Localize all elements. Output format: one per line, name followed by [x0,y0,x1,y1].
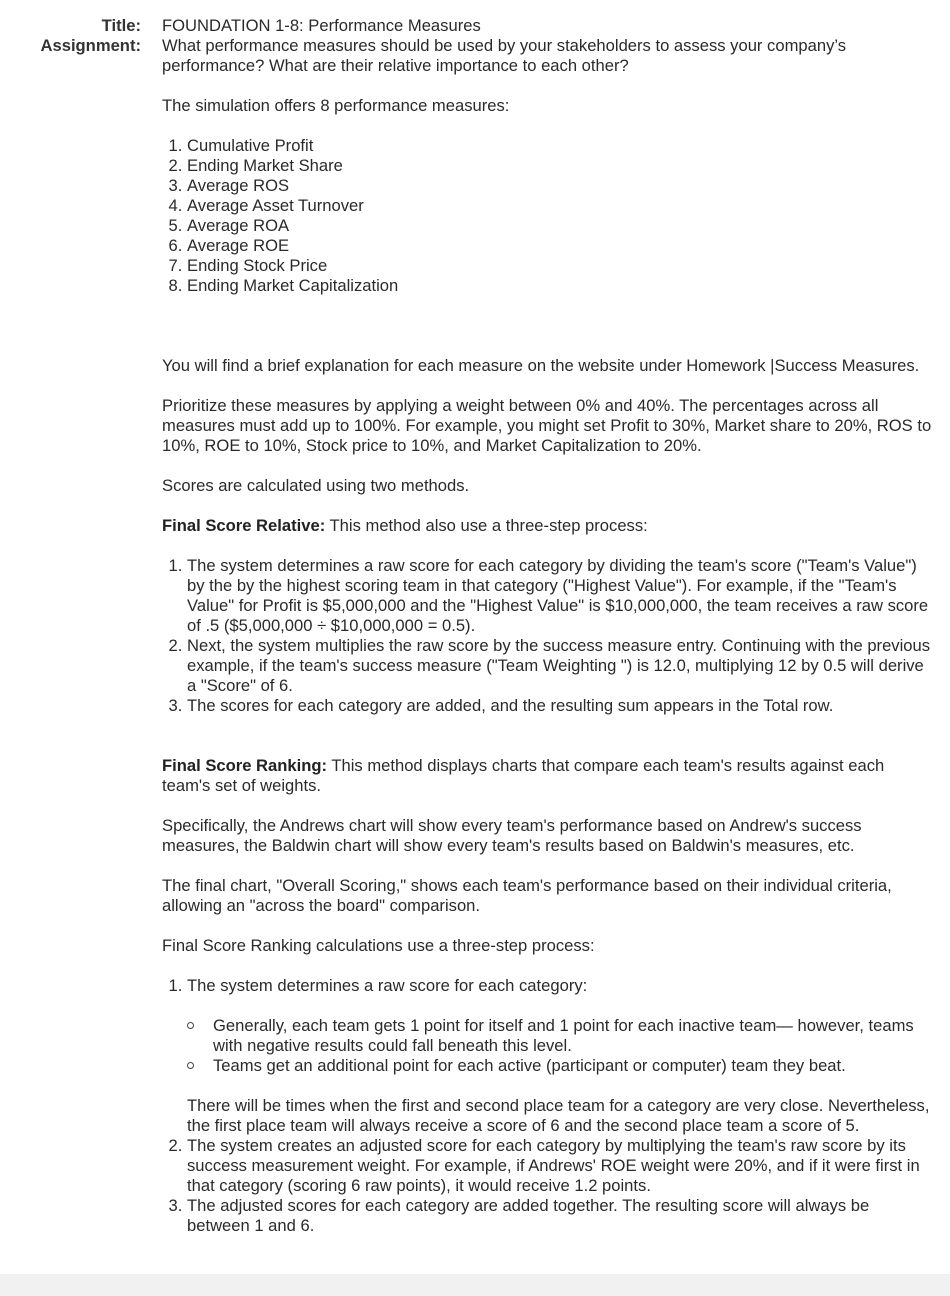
ranking-step: 2. The system creates an adjusted score for each category by multiplying the team's raw score by its success measurement weight. For example, if Andrews' ROE weight were 20%, and if it were first in that category (scoring 6 raw points), it would receive 1.2 points. [187,1136,934,1196]
measure-item: 4. Average Asset Turnover [187,196,934,216]
bottom-strip [0,1274,950,1296]
ranking-intro [162,756,934,796]
measure-item: 3. Average ROS [187,176,934,196]
relative-heading: Final Score Relative: [162,516,326,535]
spacer [162,736,934,756]
relative-step: 3. The scores for each category are added, and the resulting sum appears in the Total row. [187,696,934,716]
ranking-final-chart: The final chart, "Overall Scoring," shows each team's performance based on their individual criteria, allowing an "across the board" comparison. [162,876,892,915]
title-label: Title: [101,16,141,35]
relative-intro-text: This method also use a three-step process: [325,516,648,535]
spacer [162,316,934,356]
measure-item: 7. Ending Stock Price [187,256,934,276]
relative-intro [162,516,934,536]
ranking-step-text: The system determines a raw score for each category: [187,976,588,995]
bullet-text: Teams get an additional point for each active (participant or computer) team they beat. [213,1056,846,1075]
relative-steps [162,556,934,716]
circle-bullet-icon [187,1062,194,1069]
relative-step: 1. The system determines a raw score for each category by dividing the team's score ("Team's Value") by the by the highest scoring team in that category ("Highest Value"). For example, if the "Team's Value" for Profit is $5,000,000 and the "Highest Value" is $10,000,000, the team receives a raw score of .5 ($5,000,000 ÷ $10,000,000 = 0.5). [187,556,934,636]
assignment-label: Assignment: [40,36,141,55]
bullet-text: Generally, each team gets 1 point for itself and 1 point for each inactive team— however, teams with negative results could fall beneath this level. [213,1016,914,1055]
ranking-step [187,976,934,1136]
website-note: You will find a brief explanation for each measure on the website under Homework |Success Measures. [162,356,920,375]
bullet-item [213,1016,934,1056]
ranking-process-intro: Final Score Ranking calculations use a three-step process: [162,936,595,955]
ranking-heading: Final Score Ranking: [162,756,328,775]
bullet-item [213,1056,934,1076]
prioritize-note: Prioritize these measures by applying a weight between 0% and 40%. The percentages across all measures must add up to 100%. For example, you might set Profit to 30%, Market share to 20%, ROS to 10%, ROE to 10%, Stock price to 10%, and Market Capitalization to 20%. [162,396,932,455]
scores-note: Scores are calculated using two methods. [162,476,470,495]
ranking-step: 3. The adjusted scores for each category are added together. The resulting score will always be between 1 and 6. [187,1196,934,1236]
assignment-body [162,96,934,1236]
ranking-intro-text: This method displays charts that compare each team's results against each team's set of weights. [162,756,885,795]
measure-item: 8. Ending Market Capitalization [187,276,934,296]
relative-step: 2. Next, the system multiplies the raw score by the success measure entry. Continuing with the previous example, if the team's success measure ("Team Weighting ") is 12.0, multiplying 12 by 0.5 will derive a "Score" of 6. [187,636,934,696]
measure-item: 1. Cumulative Profit [187,136,934,156]
measure-item: 2. Ending Market Share [187,156,934,176]
intro-text: The simulation offers 8 performance measures: [162,96,510,115]
measure-item: 5. Average ROA [187,216,934,236]
ranking-steps [162,976,934,1236]
circle-bullet-icon [187,1022,194,1029]
page-title: FOUNDATION 1-8: Performance Measures [162,16,481,35]
ranking-specifically: Specifically, the Andrews chart will show every team's performance based on Andrew's success measures, the Baldwin chart will show every team's results based on Baldwin's measures, etc. [162,816,862,855]
ranking-step1-bullets [187,1016,934,1076]
ranking-step1-note: There will be times when the first and second place team for a category are very close. Nevertheless, the first place team will always receive a score of 6 and the second place team a score of 5. [187,1096,930,1135]
measure-item: 6. Average ROE [187,236,934,256]
measures-list [162,136,934,296]
assignment-question: What performance measures should be used by your stakeholders to assess your company’s performance? What are their relative importance to each other? [162,36,847,75]
